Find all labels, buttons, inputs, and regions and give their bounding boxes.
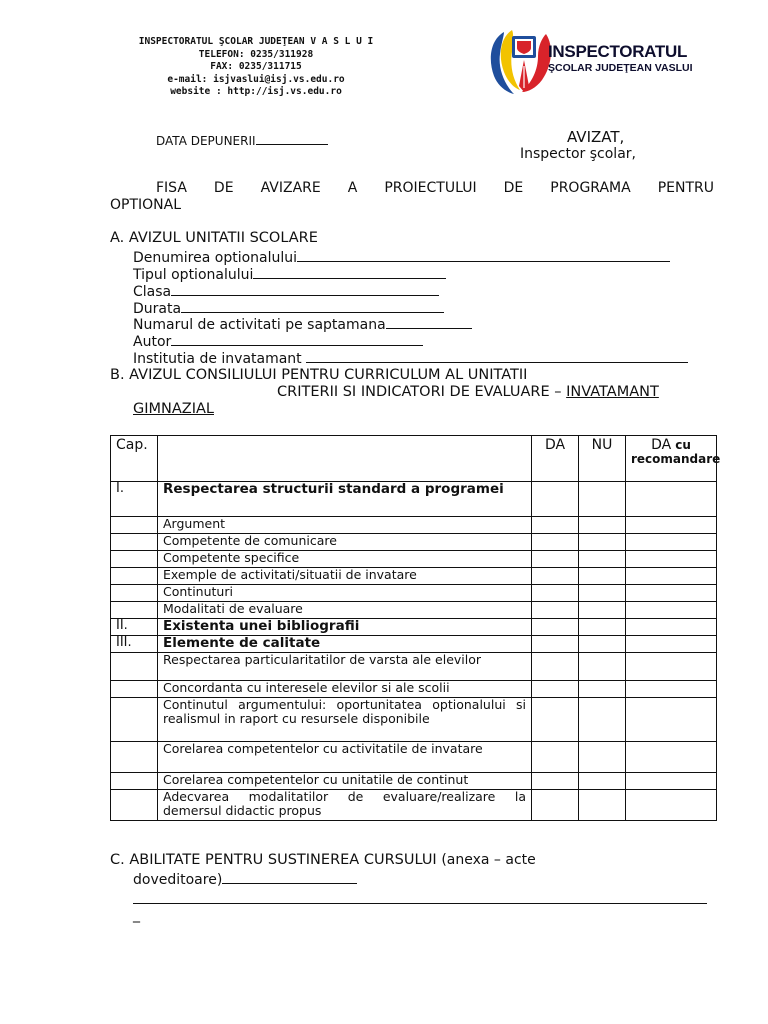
criteria-level-label: INVATAMANT: [566, 384, 659, 400]
row-cap: [111, 742, 158, 773]
row-cap: [111, 585, 158, 602]
row-criterion: Corelarea competentelor cu activitatile de invatare: [158, 742, 532, 773]
data-depunerii-blank[interactable]: [256, 132, 328, 145]
header-line-3: FAX: 0235/311715: [210, 61, 302, 72]
field-blank[interactable]: [171, 333, 423, 346]
row-cap: II.: [111, 619, 158, 636]
table-row: [111, 602, 717, 619]
section-a-heading: A. AVIZUL UNITATII SCOLARE: [110, 230, 318, 246]
logo-title: INSPECTORATUL: [548, 42, 688, 61]
header-line-1: INSPECTORATUL ŞCOLAR JUDEŢEAN V A S L U I: [138, 36, 374, 47]
row-check-da[interactable]: [532, 742, 579, 773]
section-c-title: C. ABILITATE PENTRU SUSTINEREA CURSULUI: [110, 852, 437, 868]
header-line-2: TELEFON: 0235/311928: [198, 48, 314, 60]
row-check-da-cu-recomandare[interactable]: [626, 482, 717, 517]
header-cap: Cap.: [111, 436, 158, 482]
row-check-da-cu-recomandare[interactable]: [626, 585, 717, 602]
table-row: [111, 790, 717, 821]
row-check-nu[interactable]: [579, 773, 626, 790]
section-c-blank[interactable]: [222, 871, 357, 884]
field-blank[interactable]: [297, 249, 670, 262]
row-check-da[interactable]: [532, 619, 579, 636]
row-check-da-cu-recomandare[interactable]: [626, 698, 717, 742]
row-check-da-cu-recomandare[interactable]: [626, 773, 717, 790]
table-row: [111, 681, 717, 698]
section-c-heading: [110, 852, 536, 868]
field-numarul: [133, 316, 472, 333]
row-check-nu[interactable]: [579, 742, 626, 773]
row-check-da-cu-recomandare[interactable]: [626, 534, 717, 551]
row-cap: I.: [111, 482, 158, 517]
section-b-heading: B. AVIZUL CONSILIULUI PENTRU CURRICULUM AL UNITATII: [110, 367, 528, 383]
row-check-da[interactable]: [532, 773, 579, 790]
row-criterion: Elemente de calitate: [158, 636, 532, 653]
header-da-cu-recomandare: [626, 436, 721, 482]
row-cap: [111, 681, 158, 698]
row-cap: [111, 551, 158, 568]
header-da-cu-word: DA: [651, 437, 672, 453]
document-title-line-1: FISA DE AVIZARE A PROIECTULUI DE PROGRAMA PENTRU: [156, 180, 714, 196]
row-check-da[interactable]: [532, 551, 579, 568]
row-check-da[interactable]: [532, 790, 579, 821]
row-check-da-cu-recomandare[interactable]: [626, 681, 717, 698]
row-cap: [111, 602, 158, 619]
field-durata: [133, 300, 444, 317]
row-cap: [111, 534, 158, 551]
row-check-nu[interactable]: [579, 551, 626, 568]
data-depunerii-label: DATA DEPUNERII: [156, 134, 256, 148]
row-criterion: Adecvarea modalitatilor de evaluare/realizare la demersul didactic propus: [158, 790, 532, 821]
header-recomandare-word: cu recomandare: [631, 438, 721, 466]
table-row: [111, 551, 717, 568]
institution-header: [96, 36, 416, 99]
row-criterion: Continuturi: [158, 585, 532, 602]
field-institutia: [133, 350, 688, 367]
field-label: Clasa: [133, 284, 172, 300]
row-check-da[interactable]: [532, 534, 579, 551]
row-cap: III.: [111, 636, 158, 653]
row-criterion: Argument: [158, 517, 532, 534]
row-check-da-cu-recomandare[interactable]: [626, 517, 717, 534]
inspector-label: Inspector şcolar,: [520, 146, 636, 162]
logo-subtitle: ŞCOLAR JUDEŢEAN VASLUI: [548, 62, 693, 74]
table-row: [111, 653, 717, 681]
row-criterion: Competente specifice: [158, 551, 532, 568]
row-check-nu[interactable]: [579, 681, 626, 698]
document-title-line-2: OPTIONAL: [110, 197, 182, 213]
table-header-row: [111, 436, 717, 482]
header-da: DA: [532, 436, 579, 482]
row-criterion: Respectarea structurii standard a programei: [158, 482, 532, 517]
field-label: Tipul optionalului: [133, 267, 254, 283]
table-row: [111, 568, 717, 585]
row-cap: [111, 698, 158, 742]
table-row: [111, 698, 717, 742]
row-check-da[interactable]: [532, 482, 579, 517]
table-row: [111, 585, 717, 602]
row-check-da-cu-recomandare[interactable]: [626, 602, 717, 619]
row-check-da-cu-recomandare[interactable]: [626, 568, 717, 585]
field-blank[interactable]: [253, 266, 446, 279]
row-cap: [111, 653, 158, 681]
row-check-nu[interactable]: [579, 517, 626, 534]
field-tipul: [133, 266, 446, 283]
row-check-da[interactable]: [532, 681, 579, 698]
header-line-5: website : http://isj.vs.edu.ro: [170, 86, 342, 97]
avizat-label: AVIZAT,: [567, 128, 625, 146]
row-check-nu[interactable]: [579, 585, 626, 602]
field-label: Institutia de invatamant: [133, 351, 302, 367]
field-blank[interactable]: [386, 316, 472, 329]
row-cap: [111, 773, 158, 790]
row-check-da[interactable]: [532, 585, 579, 602]
header-nu: NU: [579, 436, 626, 482]
row-cap: [111, 517, 158, 534]
section-c-long-line[interactable]: [133, 891, 707, 904]
row-check-nu[interactable]: [579, 619, 626, 636]
section-c-line-2: [133, 871, 357, 888]
row-check-da-cu-recomandare[interactable]: [626, 790, 717, 821]
row-cap: [111, 568, 158, 585]
row-check-nu[interactable]: [579, 602, 626, 619]
table-row: [111, 742, 717, 773]
evaluation-table: [110, 435, 721, 821]
field-autor: [133, 333, 423, 350]
header-criteria: [158, 436, 532, 482]
field-denumirea: [133, 249, 670, 266]
row-check-da[interactable]: [532, 698, 579, 742]
row-check-da[interactable]: [532, 602, 579, 619]
row-check-da-cu-recomandare[interactable]: [626, 636, 717, 653]
row-criterion: Concordanta cu interesele elevilor si ale scolii: [158, 681, 532, 698]
row-check-da[interactable]: [532, 568, 579, 585]
row-criterion: Modalitati de evaluare: [158, 602, 532, 619]
table-row: [111, 773, 717, 790]
field-blank[interactable]: [181, 300, 444, 313]
table-row: [111, 482, 717, 517]
row-criterion: Exemple de activitati/situatii de invatare: [158, 568, 532, 585]
row-check-da-cu-recomandare[interactable]: [626, 619, 717, 636]
data-depunerii-field: [156, 132, 328, 148]
row-check-da[interactable]: [532, 653, 579, 681]
field-label: Numarul de activitati pe saptamana: [133, 317, 386, 333]
row-check-nu[interactable]: [579, 698, 626, 742]
row-criterion: Competente de comunicare: [158, 534, 532, 551]
field-blank[interactable]: [171, 283, 439, 296]
row-cap: [111, 790, 158, 821]
row-check-da[interactable]: [532, 636, 579, 653]
table-row: [111, 636, 717, 653]
row-check-da[interactable]: [532, 517, 579, 534]
section-c-doveditoare: doveditoare): [133, 872, 223, 888]
section-b-subheading: [277, 384, 659, 400]
row-criterion: Existenta unei bibliografii: [158, 619, 532, 636]
field-blank[interactable]: [306, 350, 688, 363]
row-check-da-cu-recomandare[interactable]: [626, 742, 717, 773]
row-criterion: Respectarea particularitatilor de varsta ale elevilor: [158, 653, 532, 681]
row-check-nu[interactable]: [579, 790, 626, 821]
table-row: [111, 517, 717, 534]
table-row: [111, 534, 717, 551]
field-clasa: [133, 283, 439, 300]
row-check-nu[interactable]: [579, 482, 626, 517]
row-check-da-cu-recomandare[interactable]: [626, 551, 717, 568]
row-criterion: Continutul argumentului: oportunitatea optionalului si realismul in raport cu resursele disponibile: [158, 698, 532, 742]
field-label: Durata: [133, 301, 182, 317]
table-row: [111, 619, 717, 636]
section-c-trail: _: [133, 907, 140, 923]
row-criterion: Corelarea competentelor cu unitatile de continut: [158, 773, 532, 790]
field-label: Autor: [133, 334, 172, 350]
criteria-label: CRITERII SI INDICATORI DE EVALUARE –: [277, 384, 562, 400]
field-label: Denumirea optionalului: [133, 250, 298, 266]
section-c-note: (anexa – acte: [441, 852, 536, 868]
row-check-nu[interactable]: [579, 568, 626, 585]
row-check-da-cu-recomandare[interactable]: [626, 653, 717, 681]
row-check-nu[interactable]: [579, 653, 626, 681]
row-check-nu[interactable]: [579, 534, 626, 551]
criteria-level-line-2: GIMNAZIAL: [133, 401, 214, 417]
row-check-nu[interactable]: [579, 636, 626, 653]
header-line-4: e-mail: isjvaslui@isj.vs.edu.ro: [167, 73, 345, 85]
